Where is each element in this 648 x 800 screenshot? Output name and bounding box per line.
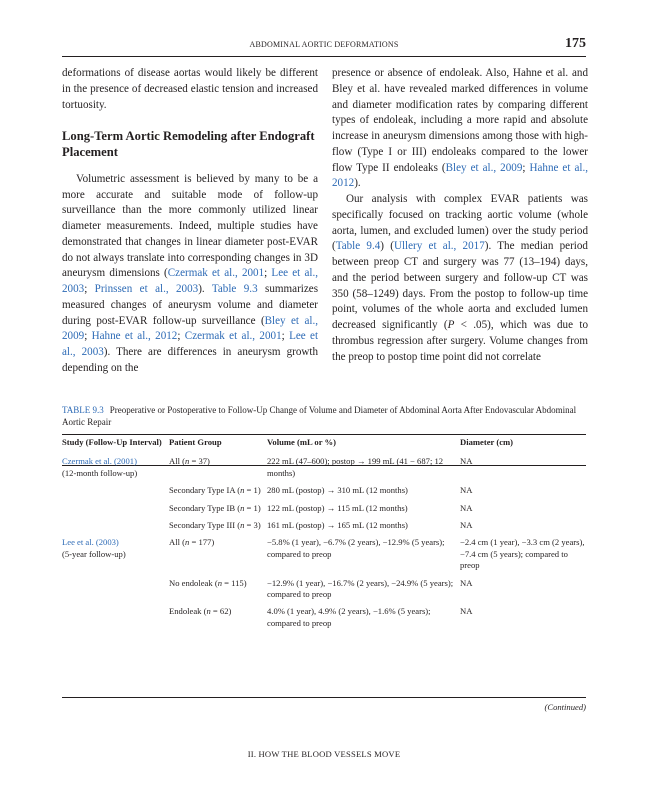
p-value-symbol: P [447, 319, 455, 331]
text-segment: ). There are differences in aneurysm growth depending on the [62, 346, 319, 374]
cell-volume: 122 mL (postop) → 115 mL (12 months) [267, 502, 408, 513]
right-paragraph-2 [332, 192, 588, 365]
table-header-row [62, 437, 586, 452]
cell-diameter: NA [460, 520, 473, 531]
table-row [62, 452, 586, 485]
page-footer: II. HOW THE BLOOD VESSELS MOVE [247, 749, 401, 759]
table-caption-text: Preoperative or Postoperative to Follow-Up Change of Volume and Diameter of Abdominal Aorta After Endovascular Abdominal Aortic Repair [62, 405, 577, 427]
cell-patient-group: All (n = 177) [169, 537, 215, 548]
cell-diameter: −2.4 cm (1 year), −3.3 cm (2 years), −7.4 cm (5 years); compared to preop [460, 537, 585, 571]
running-head: ABDOMINAL AORTIC DEFORMATIONS [249, 40, 399, 49]
cell-patient-group: Secondary Type IA (n = 1) [169, 485, 261, 496]
cell-volume: −12.9% (1 year), −16.7% (2 years), −24.9% (5 years); compared to preop [267, 577, 454, 600]
cell-study [62, 520, 169, 537]
cell-study [62, 578, 169, 607]
right-paragraph-1 [332, 66, 588, 192]
section-heading: Long-Term Aortic Remodeling after Endograft Placement [62, 129, 315, 159]
citation-link[interactable]: Lee et al., 2003 [62, 330, 319, 358]
table-link[interactable]: Table 9.3 [211, 283, 258, 295]
text-segment: < .05), which was due to thrombus regression after surgery. Volume changes from the preop to postop time point did not correlate [332, 319, 588, 363]
text-segment: ; [84, 330, 92, 343]
cell-study [62, 485, 169, 502]
table-row [62, 520, 586, 537]
citation-link[interactable]: Prinssen et al., 2003 [94, 283, 199, 295]
study-citation-link[interactable]: Czermak et al. (2001) [62, 456, 137, 467]
header-rule [62, 56, 586, 57]
text-segment: ; [264, 267, 272, 280]
text-segment: Our analysis with complex EVAR patients was specifically focused on tracking aortic volume (whole aorta, lumen, and excluded lumen) over the study period ( [332, 193, 588, 253]
table-row [62, 537, 586, 577]
cell-study [62, 452, 169, 485]
table-row [62, 485, 586, 502]
text-segment: ). [198, 283, 212, 295]
follow-up-interval: (5-year follow-up) [62, 548, 126, 559]
cell-patient-group: All (n = 37) [169, 456, 210, 467]
table-label: TABLE 9.3 [62, 405, 104, 415]
cell-diameter: NA [460, 485, 473, 496]
cell-volume: 4.0% (1 year), 4.9% (2 years), −1.6% (5 years); compared to preop [267, 606, 431, 628]
cell-patient-group: No endoleak (n = 115) [169, 577, 247, 588]
left-paragraph-2 [62, 172, 318, 377]
left-paragraph-1: deformations of disease aortas would likely be different in the presence of decreased elastic tension and increased tortuosity. [62, 67, 318, 111]
text-segment: ; [84, 283, 95, 295]
cell-study [62, 537, 169, 577]
cell-volume: −5.8% (1 year), −6.7% (2 years), −12.9% (5 years); compared to preop [267, 537, 445, 559]
study-citation-link[interactable]: Lee et al. (2003) [62, 537, 119, 548]
citation-link[interactable]: Ullery et al., 2017 [393, 240, 485, 253]
left-column [62, 66, 318, 377]
citation-link[interactable]: Hahne et al., 2012 [91, 330, 178, 343]
header-patient-group: Patient Group [169, 437, 222, 447]
text-segment: presence or absence of endoleak. Also, Hahne et al. and Bley et al. have revealed marked differences in volume and diameter modification rates by comparing different types of endoleak, including a more rapid and absolute increase in aneurysm dimensions among those with high-flow (Type I or III) endoleaks compared to the lower flow Type II endoleaks ( [332, 67, 588, 174]
text-segment: Volumetric assessment is believed by many to be a more accurate and suitable mode of follow-up surveillance than the more commonly utilized linear diameter measurements. Indeed, multiple studies have demonstrated that changes in linear diameter post-EVAR do not always translate into corresponding changes in 3D aneurysm dimensions ( [62, 172, 318, 280]
cell-diameter: NA [460, 606, 473, 617]
citation-link[interactable]: Czermak et al., 2001 [167, 267, 265, 280]
cell-diameter: NA [460, 577, 473, 588]
text-segment: ; [177, 330, 185, 343]
table-top-rule [62, 434, 586, 435]
text-segment: ). [354, 177, 361, 190]
text-segment: ) ( [380, 240, 394, 253]
citation-link[interactable]: Bley et al., 2009 [62, 314, 318, 343]
cell-study [62, 503, 169, 520]
header-volume: Volume (mL or %) [267, 437, 336, 447]
header-study: Study (Follow-Up Interval) [62, 437, 162, 447]
cell-study [62, 606, 169, 635]
text-segment: ). The median period between preop CT and surgery was 77 (13–194) days, and the period between surgery and follow-up CT was 350 (58–1249) days. From the postop to follow-up time point, volumes of the whole aorta and excluded lumen decreased significantly ( [332, 240, 588, 331]
table-row [62, 578, 586, 607]
right-column [332, 66, 588, 365]
continued-note: (Continued) [544, 702, 586, 712]
cell-volume: 222 mL (47–600); postop → 199 mL (41 − 687; 12 months) [267, 456, 444, 478]
cell-patient-group: Endoleak (n = 62) [169, 606, 232, 617]
citation-link[interactable]: Hahne et al., 2012 [332, 161, 588, 190]
text-segment: ; [281, 330, 290, 343]
table-link[interactable]: Table 9.4 [335, 240, 381, 253]
data-table [62, 437, 586, 635]
table-row [62, 606, 586, 635]
cell-volume: 161 mL (postop) → 165 mL (12 months) [267, 520, 408, 531]
cell-patient-group: Secondary Type III (n = 3) [169, 520, 261, 531]
page-number: 175 [565, 36, 586, 51]
table-row [62, 503, 586, 520]
text-segment: summarizes measured changes of aneurysm volume and diameter during post-EVAR follow-up surveillance ( [62, 283, 319, 327]
cell-diameter: NA [460, 456, 473, 467]
citation-link[interactable]: Lee et al., 2003 [62, 267, 318, 295]
table-bottom-rule [62, 697, 586, 698]
cell-volume: 280 mL (postop) → 310 mL (12 months) [267, 485, 408, 496]
table-caption [62, 404, 586, 428]
citation-link[interactable]: Czermak et al., 2001 [184, 330, 282, 343]
header-diameter: Diameter (cm) [460, 437, 514, 447]
cell-diameter: NA [460, 502, 473, 513]
citation-link[interactable]: Bley et al., 2009 [445, 161, 523, 174]
text-segment: ; [522, 161, 530, 174]
cell-patient-group: Secondary Type IB (n = 1) [169, 502, 261, 513]
follow-up-interval: (12-month follow-up) [62, 467, 138, 478]
